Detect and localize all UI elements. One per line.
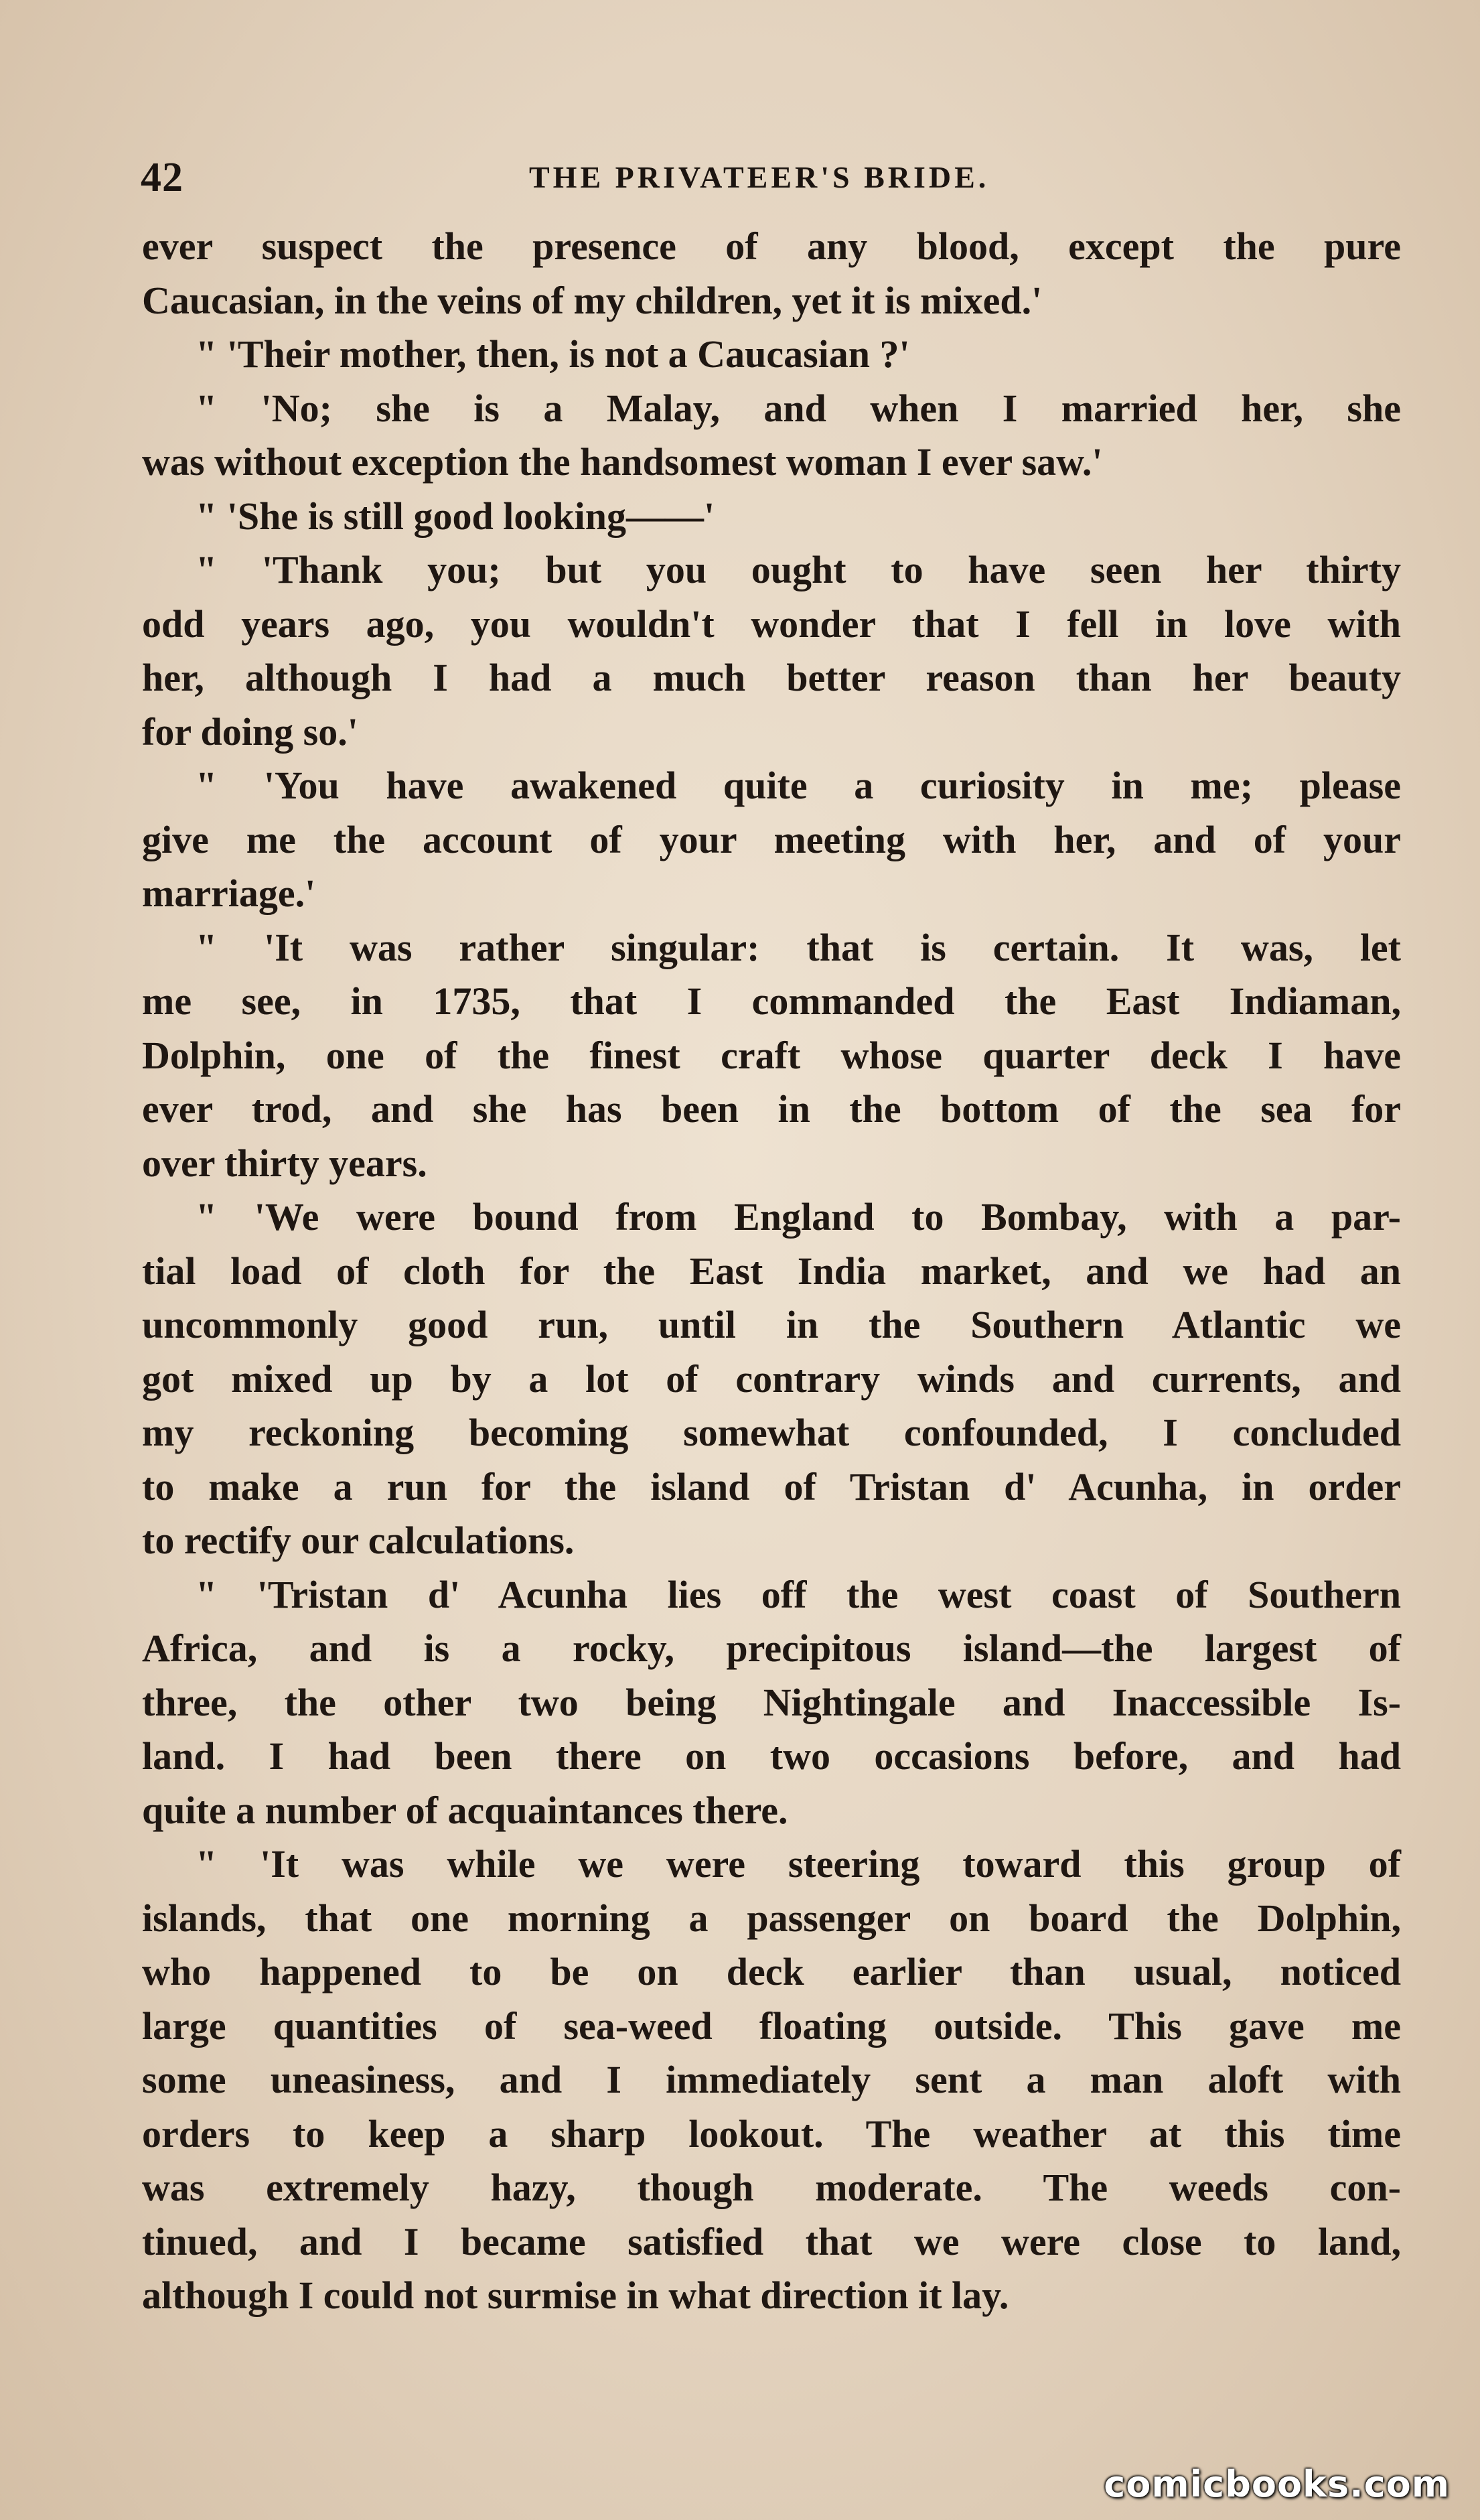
text-line: uncommonly good run, until in the Southern Atlantic we (142, 1303, 1401, 1346)
text-line: " 'Their mother, then, is not a Caucasian ?' (196, 332, 910, 376)
text-line: land. I had been there on two occasions before, and had (142, 1734, 1401, 1778)
text-line: her, although I had a much better reason than her beauty (142, 656, 1401, 699)
text-line: " 'Tristan d' Acunha lies off the west coast of Southern (196, 1572, 1401, 1616)
text-line: " 'It was while we were steering toward this group of (196, 1842, 1401, 1886)
watermark: comicbooks.com (1104, 2463, 1450, 2505)
text-line: some uneasiness, and I immediately sent a man aloft with (142, 2058, 1401, 2101)
text-line: was extremely hazy, though moderate. The weeds con- (142, 2166, 1401, 2209)
text-line: odd years ago, you wouldn't wonder that I fell in love with (142, 602, 1401, 646)
text-line: " 'We were bound from England to Bombay, with a par- (196, 1195, 1401, 1239)
text-line: Dolphin, one of the finest craft whose quarter deck I have (142, 1033, 1401, 1077)
running-head (141, 147, 1400, 214)
text-line: tial load of cloth for the East India market, and we had an (142, 1249, 1401, 1293)
text-line: for doing so.' (142, 709, 358, 754)
text-line: my reckoning becoming somewhat confounded, I concluded (142, 1411, 1401, 1454)
text-line: who happened to be on deck earlier than usual, noticed (142, 1950, 1401, 1993)
text-line: quite a number of acquaintances there. (142, 1788, 788, 1832)
text-line: Africa, and is a rocky, precipitous island—the largest of (142, 1626, 1401, 1670)
text-line: was without exception the handsomest woman I ever saw.' (142, 440, 1103, 484)
text-line: got mixed up by a lot of contrary winds and currents, and (142, 1356, 1401, 1401)
text-line: " 'It was rather singular: that is certain. It was, let (196, 925, 1401, 969)
text-line: " 'You have awakened quite a curiosity in me; please (196, 764, 1401, 807)
text-line: me see, in 1735, that I commanded the East Indiaman, (142, 979, 1401, 1023)
text-line: give me the account of your meeting with her, and of your (142, 817, 1401, 861)
text-line: ever suspect the presence of any blood, except the pure (142, 224, 1401, 268)
text-line: " 'Thank you; but you ought to have seen her thirty (196, 548, 1401, 591)
text-line: tinued, and I became satisfied that we were close to land, (142, 2219, 1401, 2263)
text-line: large quantities of sea-weed floating outside. This gave me (142, 2004, 1401, 2048)
body-text (142, 220, 1401, 2323)
running-title: THE PRIVATEER'S BRIDE. (529, 160, 990, 194)
text-line: " 'No; she is a Malay, and when I married her, she (196, 386, 1401, 430)
text-line: although I could not surmise in what direction it lay. (142, 2273, 1009, 2317)
text-line: three, the other two being Nightingale and Inaccessible Is- (142, 1680, 1401, 1724)
text-line: islands, that one morning a passenger on board the Dolphin, (142, 1896, 1401, 1940)
text-line: to rectify our calculations. (142, 1519, 575, 1562)
text-line: marriage.' (142, 871, 316, 915)
text-line: " 'She is still good looking——' (196, 494, 715, 538)
text-line: over thirty years. (142, 1141, 427, 1185)
text-line: orders to keep a sharp lookout. The weather at this time (142, 2111, 1401, 2156)
text-line: ever trod, and she has been in the bottom of the sea for (142, 1087, 1401, 1131)
page-number: 42 (141, 155, 183, 200)
text-line: Caucasian, in the veins of my children, yet it is mixed.' (142, 278, 1043, 322)
text-line: to make a run for the island of Tristan d' Acunha, in order (142, 1464, 1401, 1509)
